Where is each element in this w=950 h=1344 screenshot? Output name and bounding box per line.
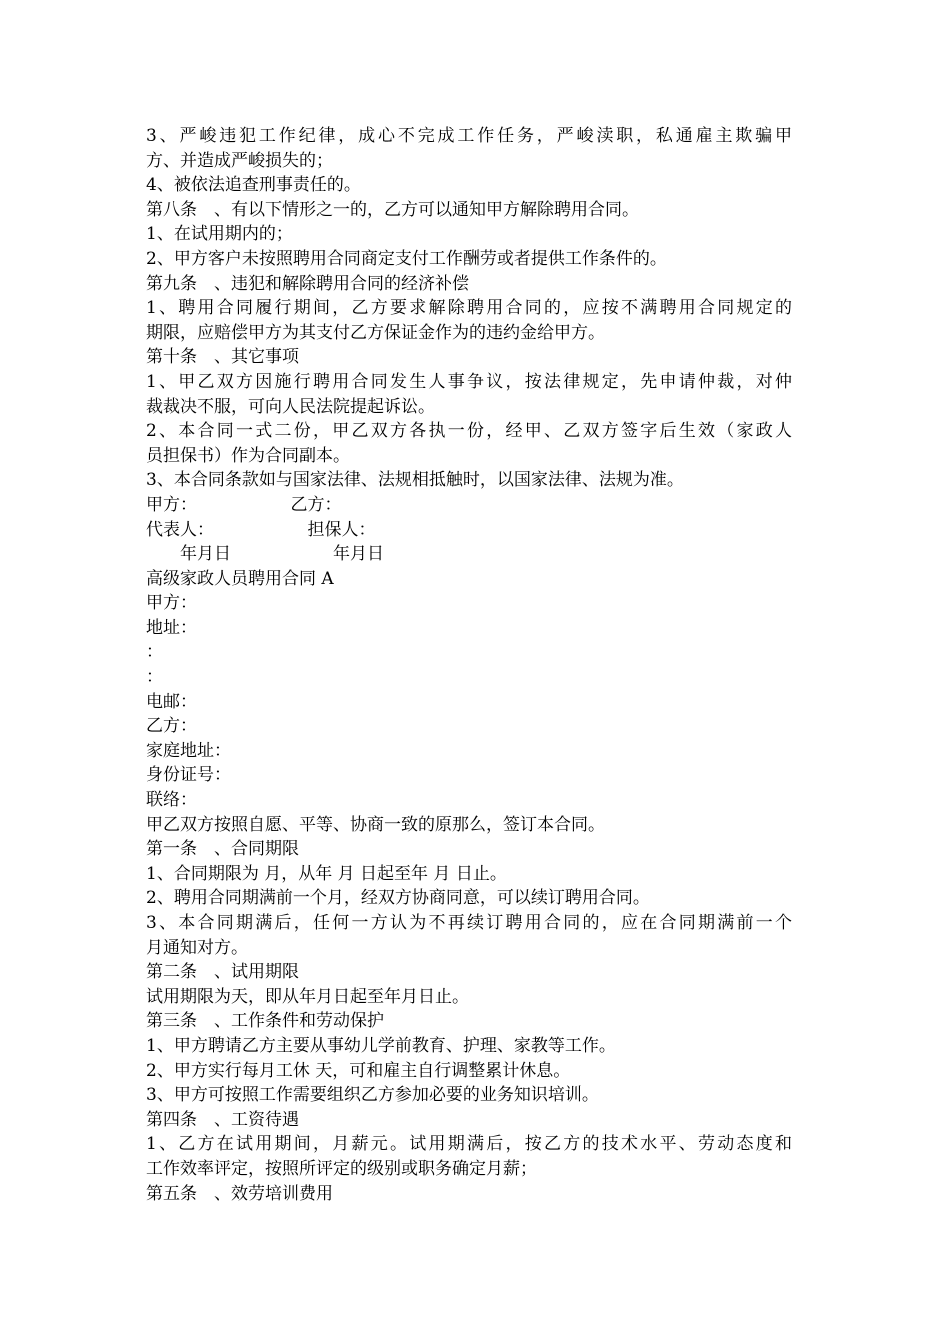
text-line: 2、甲方实行每月工休 天，可和雇主自行调整累计休息。 — [146, 1060, 571, 1081]
text-line: 2、甲方客户未按照聘用合同商定支付工作酬劳或者提供工作条件的。 — [146, 248, 667, 269]
contract-title: 高级家政人员聘用合同 A — [146, 568, 334, 589]
text-line: 员担保书）作为合同副本。 — [146, 445, 350, 466]
text-line: 1、聘用合同履行期间，乙方要求解除聘用合同的，应按不满聘用合同规定的 — [146, 298, 792, 319]
section-heading: 第十条 、其它事项 — [146, 347, 299, 368]
signature-representative-line: 代表人： 担保人： — [146, 519, 376, 540]
text-line: 试用期限为天，即从年月日起至年月日止。 — [146, 986, 469, 1007]
section-heading: 第二条 、试用期限 — [146, 962, 299, 983]
party-b-field: 乙方： — [146, 716, 197, 737]
section-heading: 第八条 、有以下情形之一的，乙方可以通知甲方解除聘用合同。 — [146, 199, 639, 220]
id-number-field: 身份证号： — [146, 765, 231, 786]
section-heading: 第九条 、违犯和解除聘用合同的经济补偿 — [146, 273, 469, 294]
text-line: 3、严峻违犯工作纪律，成心不完成工作任务，严峻渎职，私通雇主欺骗甲 — [146, 126, 792, 146]
text-line: 方、并造成严峻损失的； — [146, 150, 333, 171]
section-heading: 第四条 、工资待遇 — [146, 1109, 299, 1130]
section-heading: 第一条 、合同期限 — [146, 839, 299, 860]
text-line: 月通知对方。 — [146, 937, 248, 958]
text-line: 4、被依法追查刑事责任的。 — [146, 175, 361, 196]
signature-date-line: 年月日 年月日 — [146, 544, 384, 565]
text-line: 2、聘用合同期满前一个月，经双方协商同意，可以续订聘用合同。 — [146, 888, 650, 909]
text-line: 1、合同期限为 月，从年 月 日起至年 月 日止。 — [146, 863, 507, 884]
text-line: 1、甲乙双方因施行聘用合同发生人事争议，按法律规定，先申请仲裁，对仲 — [146, 371, 792, 392]
text-line: 裁裁决不服，可向人民法院提起诉讼。 — [146, 396, 435, 417]
text-line: 3、甲方可按照工作需要组织乙方参加必要的业务知识培训。 — [146, 1085, 599, 1106]
text-line: 3、本合同期满后，任何一方认为不再续订聘用合同的，应在合同期满前一个 — [146, 913, 792, 933]
blank-field: ： — [146, 667, 163, 688]
text-line: 3、本合同条款如与国家法律、法规相抵触时，以国家法律、法规为准。 — [146, 470, 684, 491]
section-heading: 第五条 、效劳培训费用 — [146, 1183, 333, 1204]
text-line: 1、在试用期内的； — [146, 224, 293, 245]
text-line: 甲乙双方按照自愿、平等、协商一致的原那么，签订本合同。 — [146, 814, 605, 835]
text-line: 工作效率评定，按照所评定的级别或职务确定月薪； — [146, 1158, 537, 1179]
text-line: 1、甲方聘请乙方主要从事幼儿学前教育、护理、家教等工作。 — [146, 1035, 616, 1056]
document-body — [146, 124, 792, 1206]
home-address-field: 家庭地址： — [146, 740, 231, 761]
text-line: 2、本合同一式二份，甲乙双方各执一份，经甲、乙双方签字后生效（家政人 — [146, 421, 792, 442]
text-line: 期限，应赔偿甲方为其支付乙方保证金作为的违约金给甲方。 — [146, 322, 605, 343]
party-a-field: 甲方： — [146, 593, 197, 614]
address-field: 地址： — [146, 617, 197, 638]
email-field: 电邮： — [146, 691, 197, 712]
contact-field: 联络： — [146, 790, 197, 811]
section-heading: 第三条 、工作条件和劳动保护 — [146, 1011, 384, 1032]
signature-party-line: 甲方： 乙方： — [146, 494, 342, 515]
blank-field: ： — [146, 642, 163, 663]
text-line: 1、乙方在试用期间，月薪元。试用期满后，按乙方的技术水平、劳动态度和 — [146, 1134, 792, 1155]
